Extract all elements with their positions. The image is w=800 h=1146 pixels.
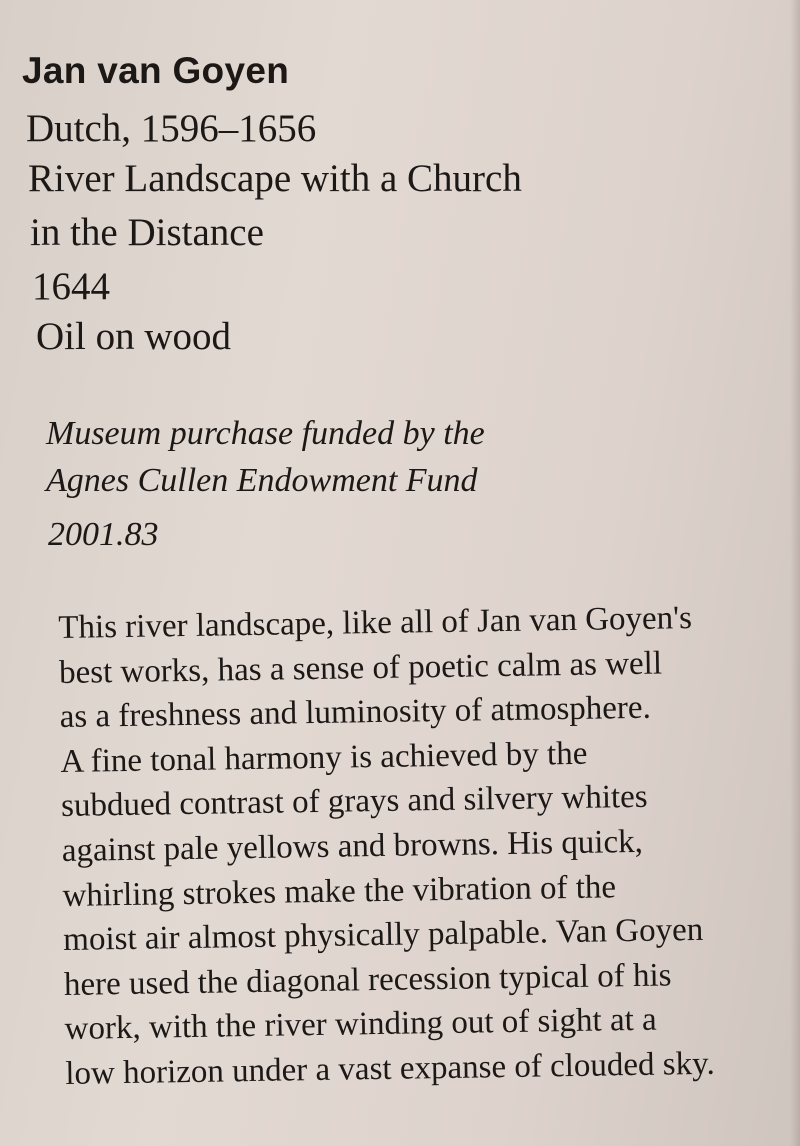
description-line: A fine tonal harmony is achieved by the (60, 735, 588, 780)
description-line: here used the diagonal recession typical of his (63, 957, 672, 1003)
artist-nationality-dates: Dutch, 1596–1656 (26, 107, 317, 150)
accession-number: 2001.83 (48, 516, 159, 553)
artwork-title-line-1: River Landscape with a Church (28, 157, 522, 200)
description-line: as a freshness and luminosity of atmosphere. (59, 689, 652, 736)
artwork-date: 1644 (32, 265, 110, 308)
wall-edge-shadow (790, 0, 800, 1146)
artwork-description (58, 595, 786, 1097)
artwork-title-line-2: in the Distance (30, 211, 264, 254)
credit-line-1: Museum purchase funded by the (46, 415, 485, 452)
description-line: work, with the river winding out of sight at a (64, 1001, 657, 1048)
description-line: against pale yellows and browns. His quick, (61, 823, 644, 869)
description-line: moist air almost physically palpable. Van Goyen (62, 912, 704, 959)
description-line: subdued contrast of grays and silvery whites (60, 779, 648, 825)
description-line: best works, has a sense of poetic calm as well (58, 645, 663, 691)
description-line: low horizon under a vast expanse of clouded sky. (65, 1045, 715, 1092)
credit-line-2: Agnes Cullen Endowment Fund (46, 462, 478, 499)
description-line: This river landscape, like all of Jan van Goyen's (58, 600, 693, 646)
artist-name: Jan van Goyen (22, 50, 290, 91)
description-line: whirling strokes make the vibration of the (62, 868, 617, 914)
artwork-medium: Oil on wood (36, 315, 231, 358)
